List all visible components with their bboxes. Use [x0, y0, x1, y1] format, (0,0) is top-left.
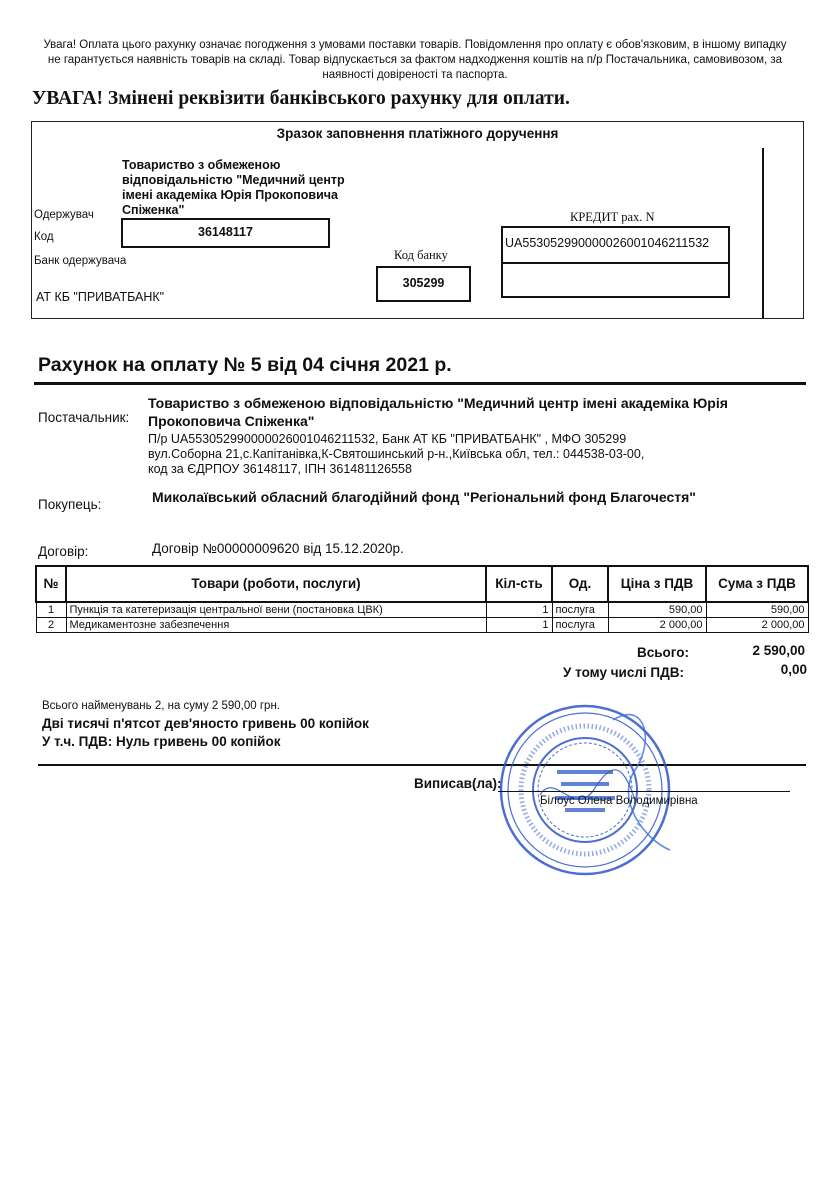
supplier-details: [148, 432, 768, 477]
title-rule: [34, 382, 806, 385]
supplier-details-line: вул.Соборна 21,с.Капітанівка,К-Святошинський р-н.,Київська обл, тел.: 044538-03-00,: [148, 447, 645, 461]
buyer-name: Миколаївський обласний благодійний фонд "Регіональний фонд Благочестя": [152, 489, 696, 505]
col-qty-header: Кіл-сть: [486, 566, 552, 602]
code-label: Код: [34, 231, 54, 243]
total-value: 2 590,00: [752, 643, 805, 658]
col-sum-header: Сума з ПДВ: [706, 566, 808, 602]
mfo-box: 305299: [376, 266, 471, 302]
goods-table: [35, 565, 809, 633]
row-unit: послуга: [552, 602, 608, 618]
row-qty: 1: [486, 602, 552, 618]
account-box: [501, 226, 730, 298]
sample-divider-line: [762, 148, 764, 318]
col-unit-header: Од.: [552, 566, 608, 602]
row-num: 1: [36, 602, 66, 618]
bank-details-warning: УВАГА! Змінені реквізити банківського рахунку для оплати.: [32, 88, 570, 109]
supplier-details-line: код за ЄДРПОУ 36148117, ІПН 361481126558: [148, 462, 412, 476]
company-seal-stamp: [495, 700, 675, 880]
footer-rule: [38, 764, 806, 766]
recipient-name: Товариство з обмеженою відповідальністю "Медичний центр імені академіка Юрія Прокоповича Спіженка": [122, 158, 345, 217]
row-sum: 2 000,00: [706, 618, 808, 633]
contract-label: Договір:: [38, 544, 89, 559]
sample-title: Зразок заповнення платіжного доручення: [276, 126, 559, 141]
issued-by-label: Виписав(ла):: [414, 776, 502, 791]
row-price: 2 000,00: [608, 618, 706, 633]
row-sum: 590,00: [706, 602, 808, 618]
row-name: Медикаментозне забезпечення: [66, 618, 486, 633]
mfo-label: Код банку: [394, 248, 448, 262]
vat-label: У тому числі ПДВ:: [562, 665, 684, 680]
vat-words-line: У т.ч. ПДВ: Нуль гривень 00 копійок: [42, 734, 281, 749]
signer-name: Білоус Олена Володимирівна: [540, 795, 698, 807]
recipient-label: Одержувач: [34, 209, 94, 221]
bank-name: АТ КБ "ПРИВАТБАНК": [36, 290, 165, 304]
table-row: [36, 618, 808, 633]
invoice-title: Рахунок на оплату № 5 від 04 січня 2021 р.: [38, 354, 452, 376]
supplier-label: Постачальник:: [38, 410, 130, 425]
total-label: Всього:: [637, 645, 689, 660]
col-num-header: №: [36, 566, 66, 602]
row-qty: 1: [486, 618, 552, 633]
code-box: 36148117: [121, 218, 330, 248]
row-price: 590,00: [608, 602, 706, 618]
row-unit: послуга: [552, 618, 608, 633]
payment-notice: Увага! Оплата цього рахунку означає погодження з умовами поставки товарів. Повідомлення про оплату є обов'язковим, в іншому випадку не гарантується наявність товарів на складі. Товар відпускається за фактом надходження коштів на п/р Постачальника, самовивозом, за наявності довіреності та паспорта.: [43, 39, 787, 81]
supplier-details-line: П/р UA553052990000026001046211532, Банк АТ КБ "ПРИВАТБАНК" , МФО 305299: [148, 432, 627, 446]
col-goods-header: Товари (роботи, послуги): [66, 566, 486, 602]
table-row: [36, 602, 808, 618]
row-name: Пункція та катетеризація центральної вени (постановка ЦВК): [66, 602, 486, 618]
buyer-label: Покупець:: [38, 497, 102, 512]
row-num: 2: [36, 618, 66, 633]
table-header-row: [36, 566, 808, 602]
col-price-header: Ціна з ПДВ: [608, 566, 706, 602]
account-number: UA553052990000026001046211532: [505, 236, 710, 250]
payment-order-sample: [31, 121, 804, 319]
signature-line: [498, 791, 790, 792]
items-count-summary: Всього найменувань 2, на суму 2 590,00 грн.: [42, 700, 281, 712]
credit-label: КРЕДИТ рах. N: [570, 210, 655, 224]
contract-value: Договір №00000009620 від 15.12.2020р.: [152, 541, 404, 556]
bank-label: Банк одержувача: [34, 255, 127, 267]
amount-in-words: [42, 715, 369, 751]
vat-value: 0,00: [780, 662, 807, 677]
account-box-divider: [503, 262, 728, 264]
supplier-name: Товариство з обмеженою відповідальністю "Медичний центр імені академіка Юрія Прокоповича Спіженка": [148, 395, 728, 429]
amount-words-line: Дві тисячі п'ятсот дев'яносто гривень 00 копійок: [42, 716, 369, 731]
